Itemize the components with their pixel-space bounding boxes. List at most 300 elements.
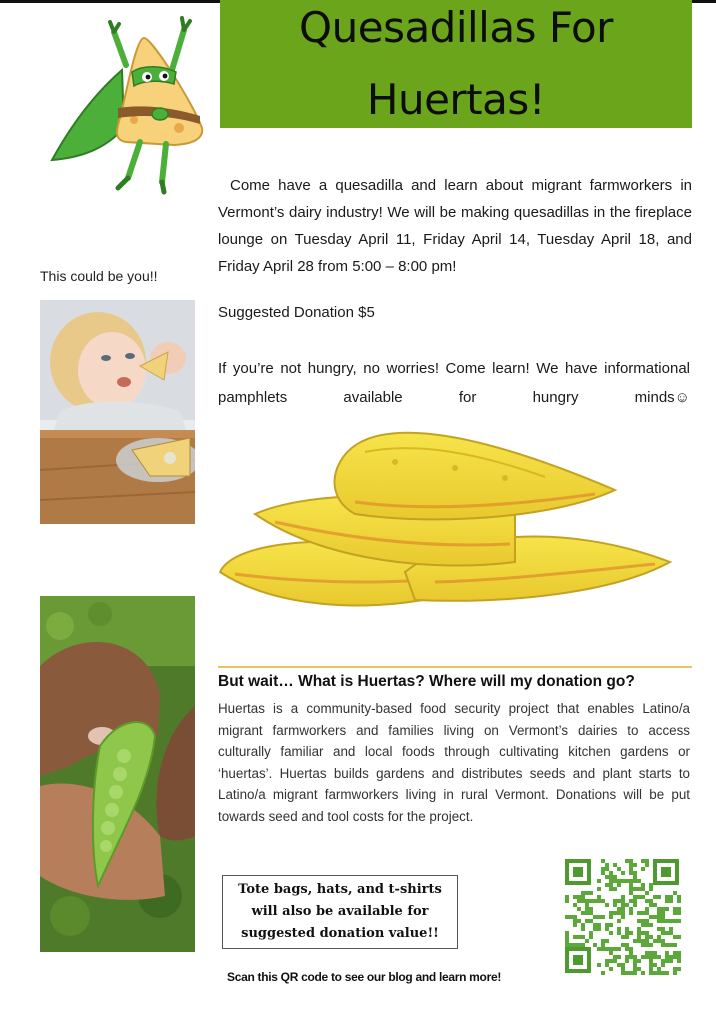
qr-module (657, 895, 661, 899)
qr-module (601, 871, 605, 875)
qr-module (621, 903, 625, 907)
qr-module (589, 919, 593, 923)
qr-module (593, 943, 597, 947)
qr-module (613, 863, 617, 867)
qr-module (633, 903, 637, 907)
qr-module (669, 931, 673, 935)
title-banner (220, 0, 692, 128)
qr-module (617, 931, 621, 935)
qr-module (581, 895, 585, 899)
qr-module (609, 871, 613, 875)
qr-module (665, 943, 669, 947)
qr-module (573, 895, 577, 899)
qr-module (621, 899, 625, 903)
qr-module (617, 963, 621, 967)
qr-module (641, 911, 645, 915)
qr-module (677, 911, 681, 915)
pea-pod-photo (40, 596, 195, 952)
qr-module (609, 951, 613, 955)
qr-module (597, 915, 601, 919)
qr-module (677, 899, 681, 903)
qr-module (609, 967, 613, 971)
qr-module (657, 971, 661, 975)
qr-module (597, 895, 601, 899)
qr-module (629, 907, 633, 911)
tote-line-2: will also be available for (251, 904, 429, 919)
qr-module (633, 875, 637, 879)
qr-module (665, 951, 669, 955)
qr-module (589, 907, 593, 911)
qr-module (669, 959, 673, 963)
qr-module (649, 963, 653, 967)
qr-module (585, 903, 589, 907)
qr-module (601, 971, 605, 975)
qr-module (605, 883, 609, 887)
qr-module (573, 903, 577, 907)
qr-module (601, 899, 605, 903)
section-body-text: Huertas is a community-based food security project that enables Latino/a migrant farmworkers and families living on Vermont’s dairies to access culturally familiar and local foods through cultivating kitchen gardens or ‘huertas’. Huertas builds gardens and distributes seeds and plant starts to Latino/a migrant farmworkers living in rural Vermont. Donations will be put towards seed and tool costs for the project. (218, 701, 690, 824)
qr-module (645, 863, 649, 867)
qr-module (661, 919, 665, 923)
qr-module (641, 943, 645, 947)
qr-module (645, 911, 649, 915)
qr-module (661, 963, 665, 967)
qr-module (577, 895, 581, 899)
qr-module (605, 867, 609, 871)
qr-module (577, 943, 581, 947)
qr-module (625, 971, 629, 975)
qr-module (633, 967, 637, 971)
qr-module (597, 879, 601, 883)
qr-module (633, 887, 637, 891)
qr-module (629, 951, 633, 955)
qr-module (641, 919, 645, 923)
qr-module (621, 943, 625, 947)
qr-module (581, 927, 585, 931)
qr-module (645, 891, 649, 895)
qr-module (617, 883, 621, 887)
qr-module (605, 947, 609, 951)
qr-module (677, 955, 681, 959)
qr-module (625, 859, 629, 863)
qr-module (649, 923, 653, 927)
qr-module (637, 939, 641, 943)
qr-module (633, 963, 637, 967)
qr-module (657, 939, 661, 943)
qr-finder-bottom-left (565, 947, 591, 973)
qr-module (637, 927, 641, 931)
qr-module (641, 955, 645, 959)
section-heading: But wait… What is Huertas? Where will my donation go? (218, 673, 635, 690)
qr-module (641, 895, 645, 899)
qr-module (581, 923, 585, 927)
qr-module (645, 923, 649, 927)
qr-module (621, 971, 625, 975)
qr-module (605, 963, 609, 967)
qr-module (633, 871, 637, 875)
qr-module (633, 939, 637, 943)
qr-module (601, 867, 605, 871)
qr-module (573, 923, 577, 927)
qr-module (617, 927, 621, 931)
qr-module (625, 943, 629, 947)
qr-module (673, 919, 677, 923)
qr-module (665, 959, 669, 963)
qr-module (661, 939, 665, 943)
qr-module (677, 895, 681, 899)
qr-module (673, 955, 677, 959)
qr-module (653, 963, 657, 967)
qr-module (649, 887, 653, 891)
qr-module (661, 927, 665, 931)
qr-module (573, 915, 577, 919)
qr-module (649, 935, 653, 939)
qr-module (677, 951, 681, 955)
qr-module (581, 911, 585, 915)
qr-module (673, 951, 677, 955)
qr-module (637, 895, 641, 899)
qr-module (617, 919, 621, 923)
qr-module (649, 951, 653, 955)
qr-module (617, 911, 621, 915)
qr-module (677, 935, 681, 939)
qr-module (609, 883, 613, 887)
qr-module (593, 899, 597, 903)
qr-module (569, 943, 573, 947)
qr-module (661, 911, 665, 915)
section-divider (218, 666, 692, 668)
qr-module (613, 959, 617, 963)
qr-module (577, 935, 581, 939)
qr-module (625, 879, 629, 883)
qr-module (565, 931, 569, 935)
qr-module (565, 943, 569, 947)
qr-module (605, 875, 609, 879)
qr-module (597, 887, 601, 891)
qr-module (613, 911, 617, 915)
intro-text: Come have a quesadilla and learn about migrant farmworkers in Vermont’s dairy industry! We will be making quesadillas in the fireplace lounge on Tuesday April 11, Friday April 14, Tuesday April 18, and Friday April 28 from 5:00 – 8:00 pm! (218, 177, 692, 275)
qr-module (633, 955, 637, 959)
qr-module (621, 895, 625, 899)
hungry-paragraph: If you’re not hungry, no worries! Come learn! We have informational pamphlets available for hungry minds☺ (218, 360, 690, 406)
qr-module (661, 907, 665, 911)
qr-module (597, 963, 601, 967)
qr-module (657, 935, 661, 939)
qr-module (617, 879, 621, 883)
section-body (218, 698, 690, 827)
qr-module (657, 907, 661, 911)
qr-module (581, 935, 585, 939)
qr-module (645, 859, 649, 863)
child-eating-photo (40, 300, 195, 524)
qr-module (597, 899, 601, 903)
qr-module (673, 943, 677, 947)
qr-module (645, 935, 649, 939)
qr-module (617, 899, 621, 903)
qr-module (629, 867, 633, 871)
tote-line-1: Tote bags, hats, and t-shirts (238, 882, 442, 897)
qr-module (609, 911, 613, 915)
qr-module (605, 923, 609, 927)
qr-module (673, 935, 677, 939)
qr-module (621, 963, 625, 967)
qr-module (637, 919, 641, 923)
qr-module (637, 931, 641, 935)
qr-module (649, 883, 653, 887)
suggested-donation: Suggested Donation $5 (218, 304, 375, 321)
qr-module (565, 899, 569, 903)
qr-module (621, 907, 625, 911)
qr-finder-top-left (565, 859, 591, 885)
qr-module (565, 915, 569, 919)
qr-module (577, 899, 581, 903)
qr-module (649, 943, 653, 947)
qr-module (625, 959, 629, 963)
qr-module (645, 939, 649, 943)
qr-module (653, 895, 657, 899)
qr-module (585, 891, 589, 895)
qr-module (609, 915, 613, 919)
qr-module (581, 899, 585, 903)
qr-module (625, 931, 629, 935)
qr-module (665, 907, 669, 911)
qr-module (649, 971, 653, 975)
qr-module (629, 863, 633, 867)
qr-module (641, 883, 645, 887)
qr-module (581, 891, 585, 895)
qr-module (621, 935, 625, 939)
qr-module (637, 967, 641, 971)
qr-code[interactable] (563, 857, 681, 975)
qr-module (629, 879, 633, 883)
qr-module (637, 887, 641, 891)
qr-module (585, 907, 589, 911)
qr-module (665, 971, 669, 975)
qr-module (649, 899, 653, 903)
qr-module (609, 875, 613, 879)
qr-module (589, 891, 593, 895)
qr-module (613, 955, 617, 959)
qr-module (661, 943, 665, 947)
qr-module (621, 879, 625, 883)
qr-module (625, 955, 629, 959)
qr-module (641, 923, 645, 927)
qr-module (633, 959, 637, 963)
qr-module (645, 931, 649, 935)
qr-module (565, 935, 569, 939)
qr-module (613, 899, 617, 903)
qr-module (577, 919, 581, 923)
qr-module (629, 859, 633, 863)
qr-module (645, 955, 649, 959)
qr-module (601, 859, 605, 863)
qr-module (645, 907, 649, 911)
qr-module (625, 947, 629, 951)
qr-finder-top-right (653, 859, 679, 885)
qr-module (657, 967, 661, 971)
qr-module (649, 959, 653, 963)
qr-module (653, 971, 657, 975)
qr-module (657, 927, 661, 931)
qr-module (609, 931, 613, 935)
qr-module (601, 915, 605, 919)
qr-module (609, 959, 613, 963)
qr-module (633, 971, 637, 975)
qr-module (677, 907, 681, 911)
qr-module (585, 919, 589, 923)
qr-module (597, 947, 601, 951)
qr-module (673, 911, 677, 915)
qr-module (613, 887, 617, 891)
qr-module (609, 887, 613, 891)
qr-module (665, 899, 669, 903)
qr-module (653, 939, 657, 943)
qr-module (641, 971, 645, 975)
qr-module (653, 951, 657, 955)
qr-module (565, 895, 569, 899)
qr-module (629, 891, 633, 895)
qr-module (629, 931, 633, 935)
qr-module (589, 899, 593, 903)
qr-module (641, 931, 645, 935)
qr-module (669, 895, 673, 899)
quesadilla-mascot-icon (44, 10, 214, 195)
qr-module (677, 967, 681, 971)
qr-module (605, 927, 609, 931)
qr-module (637, 959, 641, 963)
qr-module (633, 899, 637, 903)
qr-module (597, 927, 601, 931)
qr-module (597, 923, 601, 927)
qr-module (645, 951, 649, 955)
qr-module (625, 935, 629, 939)
qr-module (653, 903, 657, 907)
qr-module (661, 931, 665, 935)
qr-module (629, 883, 633, 887)
qr-module (661, 959, 665, 963)
qr-module (661, 971, 665, 975)
qr-module (589, 911, 593, 915)
qr-module (581, 943, 585, 947)
qr-module (633, 879, 637, 883)
qr-module (673, 967, 677, 971)
qr-module (653, 955, 657, 959)
qr-module (669, 919, 673, 923)
qr-module (585, 939, 589, 943)
qr-module (569, 915, 573, 919)
qr-module (573, 919, 577, 923)
qr-module (605, 863, 609, 867)
qr-module (601, 939, 605, 943)
intro-paragraph (218, 172, 692, 280)
qr-module (665, 931, 669, 935)
title-line-2: Huertas! (366, 75, 546, 124)
qr-module (669, 955, 673, 959)
qr-module (629, 871, 633, 875)
qr-module (573, 943, 577, 947)
qr-module (565, 939, 569, 943)
qr-module (617, 907, 621, 911)
qr-module (673, 971, 677, 975)
qr-module (613, 875, 617, 879)
qr-module (577, 907, 581, 911)
qr-module (593, 915, 597, 919)
merchandise-box (222, 875, 458, 949)
qr-module (649, 955, 653, 959)
qr-module (629, 955, 633, 959)
qr-module (649, 967, 653, 971)
qr-module (665, 895, 669, 899)
qr-module (657, 911, 661, 915)
qr-module (609, 879, 613, 883)
qr-module (633, 863, 637, 867)
qr-module (633, 895, 637, 899)
qr-module (593, 923, 597, 927)
qr-module (617, 947, 621, 951)
qr-module (625, 927, 629, 931)
qr-module (617, 955, 621, 959)
qr-module (629, 899, 633, 903)
qr-module (637, 935, 641, 939)
qr-module (669, 943, 673, 947)
qr-module (589, 935, 593, 939)
title-line-1: Quesadillas For (299, 3, 613, 52)
qr-module (665, 919, 669, 923)
qr-module (601, 943, 605, 947)
qr-module (613, 879, 617, 883)
tote-line-3: suggested donation value!! (241, 926, 439, 941)
qr-module (637, 879, 641, 883)
qr-module (673, 907, 677, 911)
qr-module (629, 887, 633, 891)
qr-module (645, 899, 649, 903)
qr-module (677, 959, 681, 963)
qr-module (621, 915, 625, 919)
qr-module (641, 887, 645, 891)
quesadilla-illustration (215, 422, 675, 622)
qr-module (645, 943, 649, 947)
qr-module (629, 971, 633, 975)
qr-module (593, 927, 597, 931)
qr-module (637, 911, 641, 915)
qr-module (621, 871, 625, 875)
qr-caption: Scan this QR code to see our blog and learn more! (227, 970, 502, 984)
qr-module (629, 947, 633, 951)
qr-module (657, 919, 661, 923)
qr-module (589, 931, 593, 935)
qr-module (605, 939, 609, 943)
qr-module (601, 947, 605, 951)
qr-module (669, 927, 673, 931)
qr-module (629, 911, 633, 915)
qr-module (605, 903, 609, 907)
qr-module (641, 867, 645, 871)
qr-module (657, 915, 661, 919)
qr-module (621, 967, 625, 971)
qr-module (645, 919, 649, 923)
qr-module (585, 899, 589, 903)
qr-module (669, 899, 673, 903)
sidebar-caption: This could be you!! (40, 268, 158, 284)
qr-module (585, 911, 589, 915)
qr-module (641, 939, 645, 943)
qr-module (649, 915, 653, 919)
qr-module (617, 867, 621, 871)
qr-module (661, 915, 665, 919)
qr-module (605, 959, 609, 963)
qr-module (573, 935, 577, 939)
qr-module (665, 955, 669, 959)
